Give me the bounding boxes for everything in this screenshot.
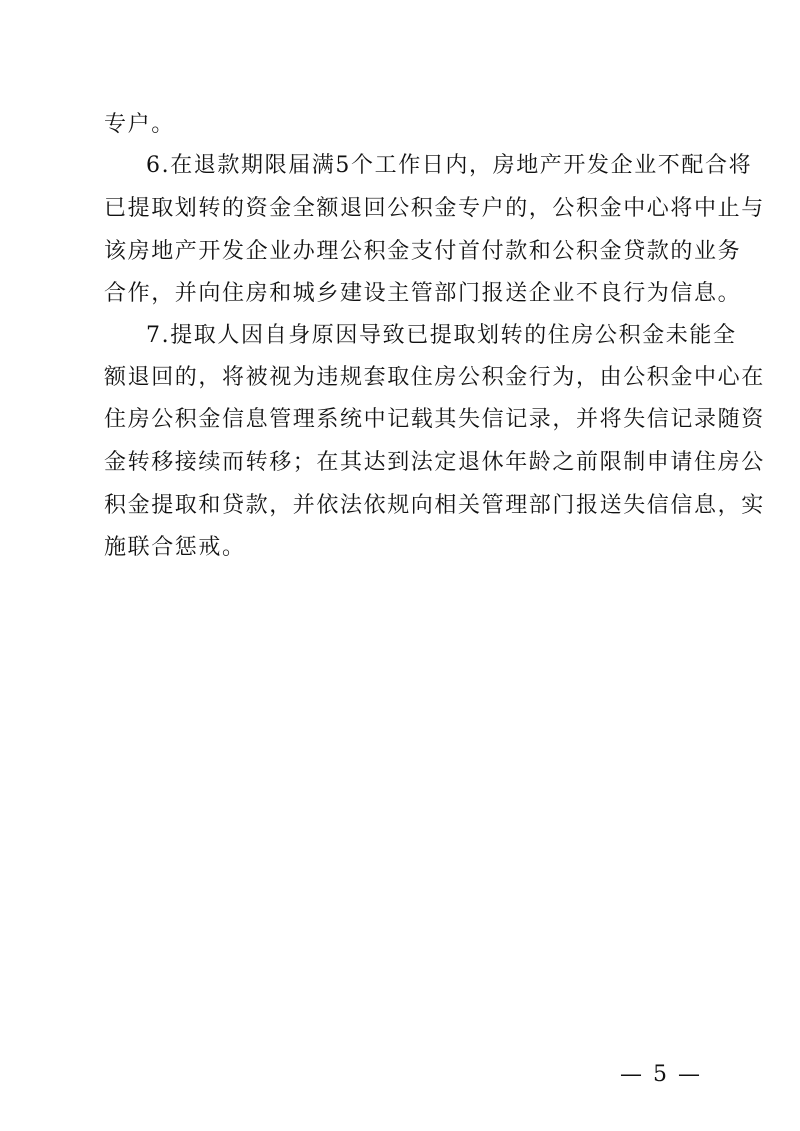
text-line-5: 合作，并向住房和城乡建设主管部门报送企业不良行为信息。 <box>104 281 742 306</box>
text-line-1: 专户。 <box>104 112 175 137</box>
text-line-11: 施联合惩戒。 <box>104 535 246 560</box>
text-line-6: 7.提取人因自身原因导致已提取划转的住房公积金未能全 <box>146 323 737 348</box>
text-line-10: 积金提取和贷款，并依法依规向相关管理部门报送失信信息，实 <box>104 493 765 518</box>
text-line-9: 金转移接续而转移；在其达到法定退休年龄之前限制申请住房公 <box>104 450 765 475</box>
page-number: — 5 — <box>620 1062 702 1087</box>
text-line-3: 已提取划转的资金全额退回公积金专户的，公积金中心将中止与 <box>104 196 765 221</box>
text-line-2: 6.在退款期限届满5个工作日内，房地产开发企业不配合将 <box>146 153 753 178</box>
text-line-4: 该房地产开发企业办理公积金支付首付款和公积金贷款的业务 <box>104 239 742 264</box>
text-line-7: 额退回的，将被视为违规套取住房公积金行为，由公积金中心在 <box>104 365 765 390</box>
text-line-8: 住房公积金信息管理系统中记载其失信记录，并将失信记录随资 <box>104 407 765 432</box>
